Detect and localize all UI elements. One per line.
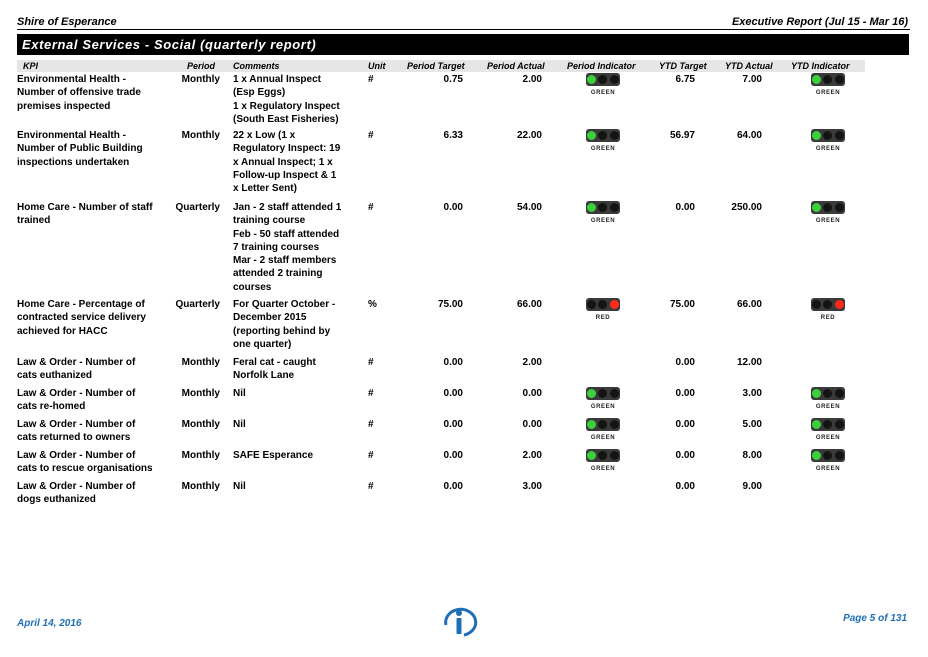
period-indicator [584, 480, 622, 502]
kpi-name-line: achieved for HACC [17, 325, 108, 337]
traffic-lamp-red [610, 451, 619, 460]
ytd-target-value: 6.75 [675, 74, 695, 85]
ytd-indicator [809, 298, 847, 320]
kpi-name-line: trained [17, 215, 51, 227]
ytd-target-value: 0.00 [675, 388, 695, 399]
comments-line: 1 x Regulatory Inspect [233, 100, 340, 112]
period-value: Quarterly [175, 299, 220, 310]
ytd-indicator [809, 129, 847, 151]
period-actual-value: 0.00 [522, 419, 542, 430]
column-header-bar [17, 60, 865, 72]
comments-line: Feral cat - caught [233, 357, 316, 368]
footer-date: April 14, 2016 [17, 618, 82, 629]
comments-line: x Annual Inspect; 1 x [233, 156, 333, 168]
ytd-indicator [809, 73, 847, 95]
comments [233, 129, 348, 195]
traffic-light-label: GREEN [590, 146, 616, 152]
section-title: External Services - Social (quarterly report) [17, 34, 909, 55]
traffic-lamp-amber [823, 420, 832, 429]
ytd-actual-value: 64.00 [736, 130, 762, 141]
traffic-light-label: GREEN [590, 90, 616, 96]
comments-line: 7 training courses [233, 241, 320, 253]
kpi-name-line: contracted service delivery [17, 312, 146, 324]
ytd-actual-value: 9.00 [742, 481, 762, 492]
traffic-lamp-amber [598, 75, 607, 84]
comments-line: Regulatory Inspect: 19 [233, 143, 341, 155]
comments-line: 1 x Annual Inspect [233, 74, 321, 85]
kpi-name [17, 387, 167, 414]
kpi-name [17, 73, 167, 113]
period-value: Monthly [181, 388, 220, 399]
column-header-period: Period [187, 61, 216, 71]
column-header-period-target: Period Target [407, 61, 465, 71]
comments-line: Jan - 2 staff attended 1 [233, 202, 342, 213]
comments [233, 73, 348, 126]
kpi-name-line: cats re-homed [17, 401, 86, 413]
traffic-lamp-red [610, 75, 619, 84]
comments [233, 356, 348, 383]
column-header-ytd-target: YTD Target [659, 61, 707, 71]
ytd-target-value: 0.00 [675, 481, 695, 492]
traffic-lamp-red [835, 75, 844, 84]
period-value: Monthly [181, 130, 220, 141]
traffic-lamp-amber [823, 451, 832, 460]
comments-line: Mar - 2 staff members [233, 255, 337, 267]
comments [233, 387, 348, 400]
traffic-lamp-amber [823, 75, 832, 84]
kpi-name-line: premises inspected [17, 100, 111, 112]
column-header-ytd-indicator: YTD Indicator [791, 61, 850, 71]
kpi-name-line: Home Care - Percentage of [17, 299, 145, 310]
traffic-lamp-red [835, 300, 844, 309]
period-target-value: 0.00 [443, 357, 463, 368]
traffic-lamp-red [835, 389, 844, 398]
info-i-logo-icon [440, 605, 478, 637]
kpi-name-line: Environmental Health - [17, 74, 126, 85]
comments-line: attended 2 training [233, 268, 323, 280]
unit-value: % [368, 299, 377, 310]
kpi-name [17, 129, 167, 169]
traffic-lamp-amber [598, 451, 607, 460]
kpi-name-line: Number of offensive trade [17, 87, 141, 99]
period-indicator [584, 73, 622, 95]
traffic-lamp-red [610, 420, 619, 429]
ytd-actual-value: 250.00 [731, 202, 762, 213]
traffic-lamp-amber [598, 420, 607, 429]
period-target-value: 0.75 [443, 74, 463, 85]
kpi-name [17, 480, 167, 507]
traffic-light-label: GREEN [815, 466, 841, 472]
period-actual-value: 0.00 [522, 388, 542, 399]
ytd-actual-value: 7.00 [742, 74, 762, 85]
traffic-light-label: GREEN [815, 218, 841, 224]
ytd-target-value: 75.00 [669, 299, 695, 310]
traffic-lamp-amber [823, 203, 832, 212]
kpi-name-line: Law & Order - Number of [17, 357, 136, 368]
unit-value: # [368, 202, 374, 213]
traffic-lamp-green [812, 131, 821, 140]
unit-value: # [368, 130, 374, 141]
comments-line: 22 x Low (1 x [233, 130, 296, 141]
comments-line: (reporting behind by [233, 325, 331, 337]
period-target-value: 0.00 [443, 450, 463, 461]
ytd-indicator [809, 387, 847, 409]
period-indicator [584, 356, 622, 378]
period-value: Quarterly [175, 202, 220, 213]
traffic-light-label: GREEN [815, 435, 841, 441]
traffic-light-icon [586, 73, 620, 86]
period-value: Monthly [181, 74, 220, 85]
traffic-lamp-amber [598, 300, 607, 309]
period-target-value: 0.00 [443, 202, 463, 213]
period-actual-value: 54.00 [516, 202, 542, 213]
period-actual-value: 2.00 [522, 357, 542, 368]
ytd-target-value: 0.00 [675, 450, 695, 461]
period-value: Monthly [181, 357, 220, 368]
traffic-lamp-green [812, 451, 821, 460]
comments-line: Norfolk Lane [233, 370, 295, 382]
comments-line: Nil [233, 481, 246, 492]
traffic-light-icon [586, 387, 620, 400]
kpi-name-line: cats to rescue organisations [17, 463, 153, 475]
column-header-kpi: KPI [23, 61, 39, 71]
ytd-indicator [809, 418, 847, 440]
traffic-light-icon [811, 418, 845, 431]
traffic-light-label: RED [820, 315, 836, 321]
ytd-actual-value: 66.00 [736, 299, 762, 310]
unit-value: # [368, 450, 374, 461]
traffic-light-label: GREEN [590, 466, 616, 472]
kpi-name [17, 201, 167, 228]
traffic-light-icon [811, 73, 845, 86]
traffic-lamp-green [587, 75, 596, 84]
traffic-lamp-amber [598, 131, 607, 140]
comments-line: December 2015 [233, 312, 307, 324]
period-value: Monthly [181, 419, 220, 430]
traffic-light-label: GREEN [815, 146, 841, 152]
comments-line: one quarter) [233, 338, 292, 350]
comments-line: training course [233, 215, 306, 227]
traffic-lamp-red [610, 203, 619, 212]
traffic-lamp-green [587, 300, 596, 309]
kpi-name-line: Environmental Health - [17, 130, 126, 141]
traffic-lamp-amber [823, 131, 832, 140]
kpi-name-line: inspections undertaken [17, 156, 130, 168]
traffic-light-icon [811, 387, 845, 400]
ytd-actual-value: 5.00 [742, 419, 762, 430]
traffic-light-label: GREEN [590, 435, 616, 441]
ytd-indicator [809, 449, 847, 471]
ytd-actual-value: 12.00 [736, 357, 762, 368]
traffic-light-label: RED [595, 315, 611, 321]
comments-line: courses [233, 281, 272, 293]
comments-line: Nil [233, 419, 246, 430]
column-header-period-actual: Period Actual [487, 61, 545, 71]
traffic-light-label: GREEN [590, 404, 616, 410]
traffic-lamp-amber [598, 389, 607, 398]
period-actual-value: 2.00 [522, 450, 542, 461]
comments-line: Feb - 50 staff attended [233, 228, 340, 240]
comments [233, 480, 348, 493]
period-indicator [584, 201, 622, 223]
ytd-actual-value: 8.00 [742, 450, 762, 461]
traffic-lamp-green [812, 203, 821, 212]
unit-value: # [368, 419, 374, 430]
traffic-light-icon [811, 201, 845, 214]
period-target-value: 0.00 [443, 419, 463, 430]
period-target-value: 6.33 [443, 130, 463, 141]
ytd-indicator [809, 201, 847, 223]
comments [233, 418, 348, 431]
traffic-lamp-green [812, 75, 821, 84]
kpi-name [17, 418, 167, 445]
period-actual-value: 2.00 [522, 74, 542, 85]
column-header-comments: Comments [233, 61, 280, 71]
traffic-light-label: GREEN [815, 90, 841, 96]
traffic-lamp-red [610, 131, 619, 140]
column-header-period-indicator: Period Indicator [567, 61, 636, 71]
kpi-name-line: Law & Order - Number of [17, 419, 136, 430]
period-indicator [584, 129, 622, 151]
ytd-indicator [809, 356, 847, 378]
period-value: Monthly [181, 481, 220, 492]
kpi-name-line: dogs euthanized [17, 494, 96, 506]
traffic-lamp-red [835, 420, 844, 429]
traffic-lamp-green [587, 203, 596, 212]
traffic-lamp-red [835, 203, 844, 212]
traffic-lamp-red [610, 389, 619, 398]
kpi-name-line: Number of Public Building [17, 143, 143, 155]
traffic-light-icon [586, 129, 620, 142]
comments-line: Follow-up Inspect & 1 [233, 169, 337, 181]
traffic-light-icon [811, 449, 845, 462]
traffic-lamp-green [587, 389, 596, 398]
ytd-actual-value: 3.00 [742, 388, 762, 399]
unit-value: # [368, 357, 374, 368]
kpi-name-line: Law & Order - Number of [17, 481, 136, 492]
ytd-target-value: 0.00 [675, 202, 695, 213]
traffic-lamp-green [587, 420, 596, 429]
traffic-lamp-amber [823, 300, 832, 309]
footer-page-number: Page 5 of 131 [843, 613, 907, 624]
kpi-name-line: cats euthanized [17, 370, 93, 382]
period-indicator [584, 418, 622, 440]
traffic-lamp-red [835, 131, 844, 140]
period-actual-value: 22.00 [516, 130, 542, 141]
period-indicator [584, 298, 622, 320]
traffic-lamp-red [610, 300, 619, 309]
kpi-name-line: cats returned to owners [17, 432, 131, 444]
kpi-name-line: Home Care - Number of staff [17, 202, 153, 213]
organisation-name: Shire of Esperance [17, 16, 117, 28]
traffic-lamp-amber [598, 203, 607, 212]
comments-line: Nil [233, 388, 246, 399]
period-target-value: 0.00 [443, 481, 463, 492]
period-indicator [584, 449, 622, 471]
ytd-target-value: 0.00 [675, 357, 695, 368]
traffic-light-icon [586, 201, 620, 214]
traffic-lamp-green [587, 451, 596, 460]
traffic-light-icon [811, 298, 845, 311]
traffic-light-icon [586, 418, 620, 431]
period-value: Monthly [181, 450, 220, 461]
period-actual-value: 3.00 [522, 481, 542, 492]
unit-value: # [368, 388, 374, 399]
report-title: Executive Report (Jul 15 - Mar 16) [731, 16, 908, 28]
unit-value: # [368, 481, 374, 492]
kpi-name [17, 356, 167, 383]
comments [233, 298, 348, 351]
comments-line: x Letter Sent) [233, 183, 297, 195]
column-header-unit: Unit [368, 61, 386, 71]
traffic-lamp-amber [823, 389, 832, 398]
traffic-light-icon [811, 129, 845, 142]
ytd-indicator [809, 480, 847, 502]
column-header-ytd-actual: YTD Actual [725, 61, 773, 71]
comments-line: For Quarter October - [233, 299, 336, 310]
period-target-value: 75.00 [437, 299, 463, 310]
traffic-light-label: GREEN [815, 404, 841, 410]
comments [233, 449, 348, 462]
comments-line: (Esp Eggs) [233, 87, 286, 99]
comments-line: (South East Fisheries) [233, 113, 339, 125]
kpi-name-line: Law & Order - Number of [17, 388, 136, 399]
comments [233, 201, 348, 294]
comments-line: SAFE Esperance [233, 450, 314, 461]
period-target-value: 0.00 [443, 388, 463, 399]
traffic-lamp-red [835, 451, 844, 460]
traffic-lamp-green [812, 420, 821, 429]
traffic-lamp-green [812, 300, 821, 309]
kpi-name [17, 298, 167, 338]
traffic-light-icon [586, 298, 620, 311]
header-divider [17, 29, 910, 30]
period-actual-value: 66.00 [516, 299, 542, 310]
kpi-name-line: Law & Order - Number of [17, 450, 136, 461]
ytd-target-value: 56.97 [669, 130, 695, 141]
ytd-target-value: 0.00 [675, 419, 695, 430]
traffic-light-label: GREEN [590, 218, 616, 224]
traffic-lamp-green [587, 131, 596, 140]
traffic-lamp-green [812, 389, 821, 398]
traffic-light-icon [586, 449, 620, 462]
period-indicator [584, 387, 622, 409]
unit-value: # [368, 74, 374, 85]
kpi-name [17, 449, 167, 476]
